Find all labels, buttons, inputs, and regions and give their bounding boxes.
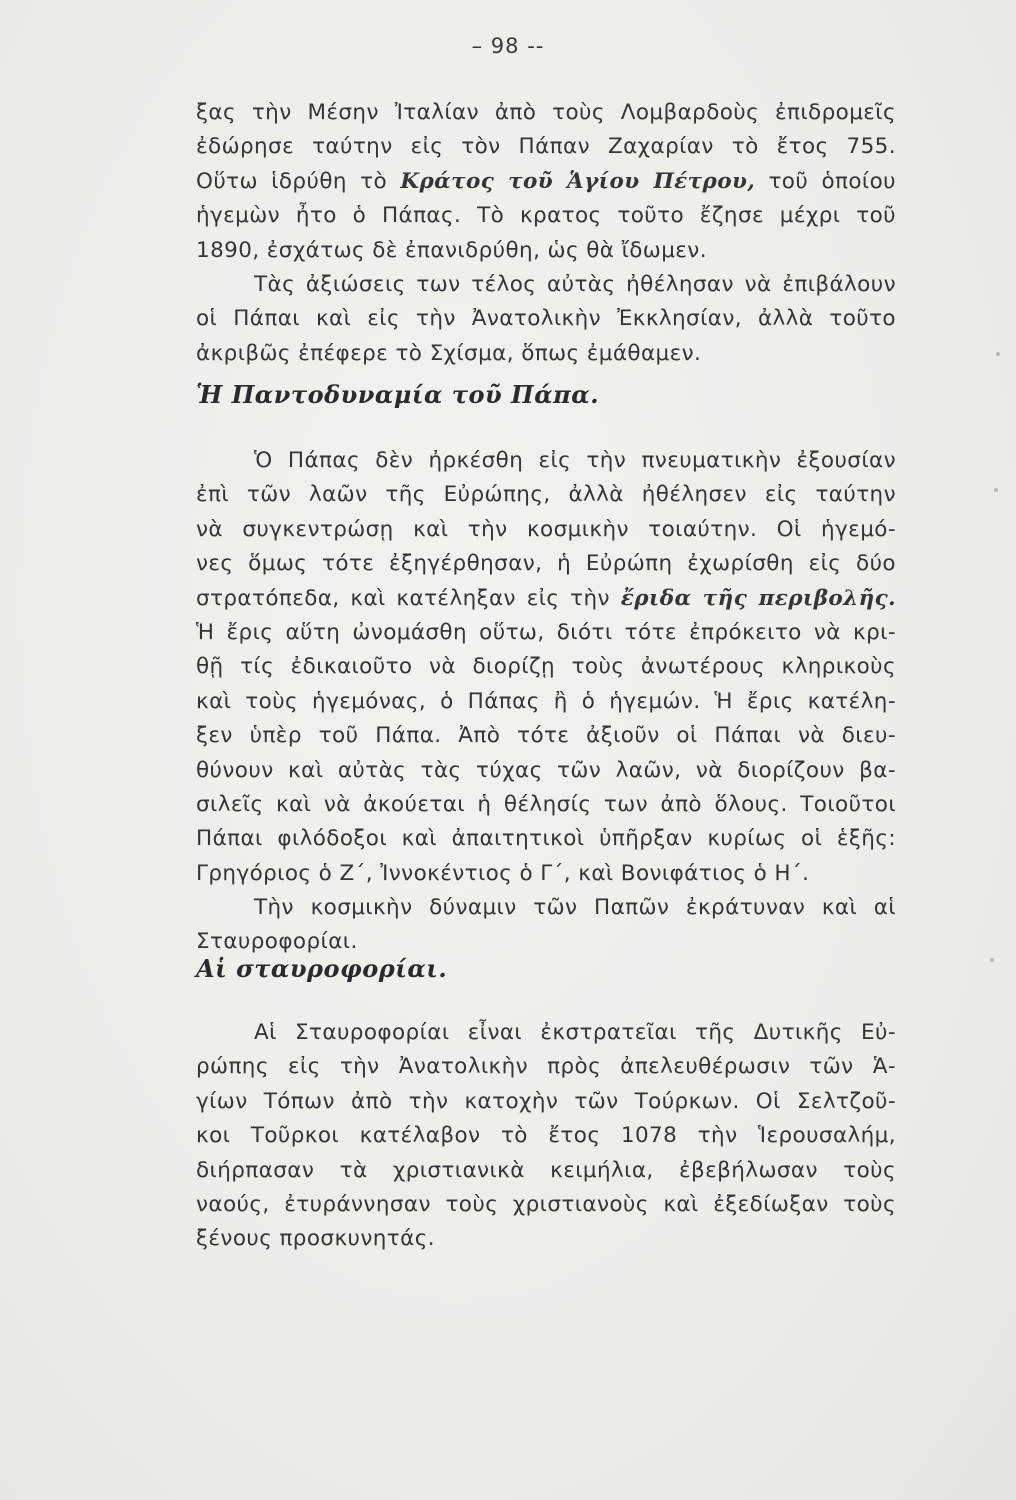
page-number: – 98 --	[471, 34, 545, 58]
text-line: καὶ τοὺς ἡγεμόνας, ὁ Πάπας ἢ ὁ ἡγεμών. Ἡ ἔρις κατέλη-	[196, 688, 896, 714]
section-heading: Αἱ σταυροφορίαι.	[196, 954, 448, 983]
text-line	[196, 582, 896, 616]
text-line: οἱ Πάπαι καὶ εἰς τὴν Ἀνατολικὴν Ἐκκλησίαν, ἀλλὰ τοῦτο	[196, 306, 896, 332]
emphasized-term: ἔριδα τῆς περιβολῆς.	[620, 585, 896, 611]
paragraph-block-3	[196, 1016, 896, 1257]
text-line: θῇ τίς ἐδικαιοῦτο νὰ διορίζῃ τοὺς ἀνωτέρους κληρικοὺς	[196, 654, 896, 680]
text-span: στρατόπεδα, καὶ κατέληξαν εἰς τὴν	[196, 585, 621, 611]
text-line: ἐπὶ τῶν λαῶν τῆς Εὐρώπης, ἀλλὰ ἠθέλησεν εἰς ταύτην	[196, 482, 896, 508]
text-line: θύνουν καὶ αὐτὰς τὰς τύχας τῶν λαῶν, νὰ διορίζουν βα-	[196, 757, 896, 783]
text-line: Σταυροφορίαι.	[196, 929, 358, 955]
paper-speck	[994, 488, 998, 492]
text-line: Αἱ Σταυροφορίαι εἶναι ἐκστρατεῖαι τῆς Δυτικῆς Εὐ-	[254, 1020, 896, 1045]
text-line: Τὰς ἀξιώσεις των τέλος αὐτὰς ἠθέλησαν νὰ ἐπιβάλουν	[254, 271, 896, 297]
text-line	[196, 165, 896, 199]
emphasized-term: Κράτος τοῦ Ἁγίου Πέτρου,	[400, 168, 756, 194]
text-line: Τὴν κοσμικὴν δύναμιν τῶν Παπῶν ἐκράτυναν καὶ αἱ	[254, 895, 896, 921]
text-line: γίων Τόπων ἀπὸ τὴν κατοχὴν τῶν Τούρκων. Οἱ Σελτζοῦ-	[196, 1088, 896, 1114]
text-line: σιλεῖς καὶ νὰ ἀκούεται ἡ θέλησίς των ἀπὸ ὅλους. Τοιοῦτοι	[196, 791, 896, 817]
paragraph-block-2	[196, 444, 896, 960]
text-line: ἀκριβῶς ἐπέφερε τὸ Σχίσμα, ὅπως ἐμάθαμεν.	[196, 340, 702, 366]
text-line: ἐδώρησε ταύτην εἰς τὸν Πάπαν Ζαχαρίαν τὸ ἔτος 755.	[196, 134, 896, 160]
text-line: ξεν ὑπὲρ τοῦ Πάπα. Ἀπὸ τότε ἀξιοῦν οἱ Πάπαι νὰ διευ-	[196, 723, 896, 749]
text-line: ξένους προσκυνητάς.	[196, 1226, 435, 1252]
text-line: Ἡ ἔρις αὕτη ὠνομάσθη οὕτω, διότι τότε ἐπρόκειτο νὰ κρι-	[196, 619, 896, 645]
paragraph-block-1	[196, 96, 896, 371]
text-line: Γρηγόριος ὁ Ζ΄, Ἰννοκέντιος ὁ Γ΄, καὶ Βονιφάτιος ὁ Η΄.	[196, 860, 810, 886]
text-line: 1890, ἐσχάτως δὲ ἐπανιδρύθη, ὡς θὰ ἴδωμεν.	[196, 237, 707, 263]
text-line: νες ὅμως τότε ἐξηγέρθησαν, ἡ Εὐρώπη ἐχωρίσθη εἰς δύο	[196, 551, 896, 577]
text-span: τοῦ ὁποίου	[755, 168, 897, 194]
section-heading: Ἡ Παντοδυναμία τοῦ Πάπα.	[196, 380, 600, 409]
text-span: Οὕτω ἱδρύθη τὸ	[196, 168, 401, 194]
paper-speck	[990, 958, 994, 962]
text-line: νὰ συγκεντρώσῃ καὶ τὴν κοσμικὴν τοιαύτην. Οἱ ἡγεμό-	[196, 516, 896, 542]
text-line: διήρπασαν τὰ χριστιανικὰ κειμήλια, ἐβεβήλωσαν τοὺς	[196, 1157, 896, 1183]
text-line: ρώπης εἰς τὴν Ἀνατολικὴν πρὸς ἀπελευθέρωσιν τῶν Ἁ-	[196, 1054, 896, 1080]
text-line: Πάπαι φιλόδοξοι καὶ ἀπαιτητικοὶ ὑπῆρξαν κυρίως οἱ ἑξῆς:	[196, 826, 896, 852]
text-line: Ὁ Πάπας δὲν ἠρκέσθη εἰς τὴν πνευματικὴν ἐξουσίαν	[254, 448, 896, 473]
text-line: ξας τὴν Μέσην Ἰταλίαν ἀπὸ τοὺς Λομβαρδοὺς ἐπιδρομεῖς	[196, 100, 896, 125]
text-line: κοι Τοῦρκοι κατέλαβον τὸ ἔτος 1078 τὴν Ἱερουσαλήμ,	[196, 1123, 896, 1149]
text-line: ναούς, ἐτυράννησαν τοὺς χριστιανοὺς καὶ ἐξεδίωξαν τοὺς	[196, 1191, 896, 1217]
paper-speck	[996, 352, 1000, 356]
text-line: ἡγεμὼν ἦτο ὁ Πάπας. Τὸ κρατος τοῦτο ἔζησε μέχρι τοῦ	[196, 203, 896, 229]
